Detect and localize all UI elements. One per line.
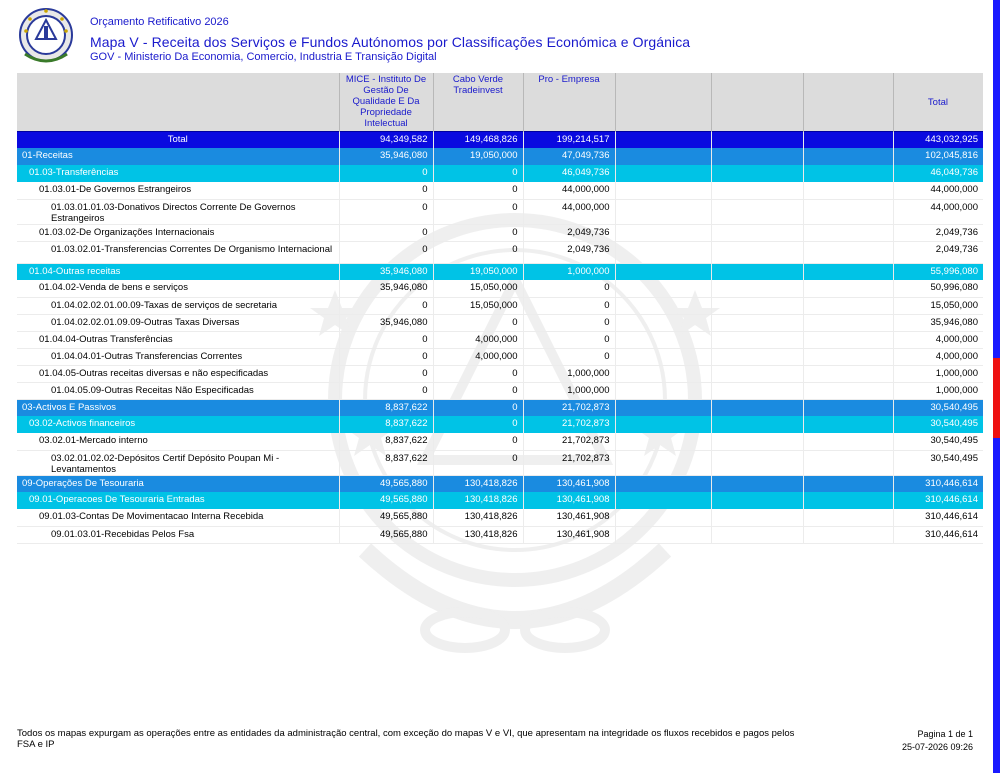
cell-total: 310,446,614 [893,492,983,509]
footer-meta [902,728,973,754]
cell-total: 50,996,080 [893,280,983,297]
cell-pro-empresa: 0 [523,297,615,314]
cell-total: 35,946,080 [893,314,983,331]
cell-tradeinvest: 15,050,000 [433,297,523,314]
cell-tradeinvest: 15,050,000 [433,280,523,297]
row-label: 01.03.02.01-Transferencias Correntes De Organismo Internacional [17,241,339,263]
cell-empty [711,241,803,263]
cell-empty [615,148,711,165]
cell-mice: 49,565,880 [339,509,433,526]
cell-empty [615,131,711,148]
row-label: 09.01.03.01-Recebidas Pelos Fsa [17,526,339,543]
row-label: 03.02.01.02.02-Depósitos Certif Depósito Poupan Mi - Levantamentos [17,450,339,475]
cell-mice: 0 [339,241,433,263]
cell-pro-empresa: 0 [523,331,615,348]
row-label: 01.03.02-De Organizações Internacionais [17,224,339,241]
cell-empty [711,314,803,331]
cell-pro-empresa: 1,000,000 [523,365,615,382]
table-row [17,297,983,314]
cell-total: 30,540,495 [893,450,983,475]
cell-pro-empresa: 21,702,873 [523,416,615,433]
cell-total: 30,540,495 [893,433,983,450]
cell-empty [803,280,893,297]
cell-tradeinvest: 0 [433,416,523,433]
cell-mice: 8,837,622 [339,399,433,416]
cell-pro-empresa: 1,000,000 [523,263,615,280]
cell-total: 44,000,000 [893,199,983,224]
row-label: 01.04.05.09-Outras Receitas Não Especificadas [17,382,339,399]
cell-tradeinvest: 0 [433,450,523,475]
cell-empty [803,382,893,399]
cell-pro-empresa: 130,461,908 [523,492,615,509]
table-row [17,331,983,348]
row-label: 01.03.01.01.03-Donativos Directos Corrente De Governos Estrangeiros [17,199,339,224]
cell-pro-empresa: 1,000,000 [523,382,615,399]
row-label: 09.01.03-Contas De Movimentacao Interna Recebida [17,509,339,526]
header-col-pro-empresa: Pro - Empresa [523,73,615,131]
cell-total: 1,000,000 [893,365,983,382]
row-label: 01-Receitas [17,148,339,165]
revenue-table [17,73,983,544]
row-label: 01.03.01-De Governos Estrangeiros [17,182,339,199]
cell-pro-empresa: 130,461,908 [523,509,615,526]
row-label: 01.04.05-Outras receitas diversas e não especificadas [17,365,339,382]
cell-total: 2,049,736 [893,241,983,263]
cell-mice: 49,565,880 [339,492,433,509]
table-row [17,450,983,475]
table-row [17,416,983,433]
cell-tradeinvest: 0 [433,365,523,382]
report-header [17,6,983,68]
cell-empty [711,475,803,492]
cell-pro-empresa: 47,049,736 [523,148,615,165]
cell-empty [711,348,803,365]
cell-empty [615,297,711,314]
table-row [17,224,983,241]
cell-total: 30,540,495 [893,399,983,416]
cell-empty [711,280,803,297]
cell-empty [615,399,711,416]
header-classification [17,73,339,131]
cell-empty [711,165,803,182]
cell-pro-empresa: 199,214,517 [523,131,615,148]
cell-empty [615,475,711,492]
cell-empty [711,509,803,526]
header-col-total: Total [893,73,983,131]
cell-total: 15,050,000 [893,297,983,314]
table-row [17,263,983,280]
row-label: 03-Activos E Passivos [17,399,339,416]
cell-empty [711,182,803,199]
cell-empty [803,331,893,348]
table-row [17,280,983,297]
cell-tradeinvest: 19,050,000 [433,148,523,165]
cell-tradeinvest: 130,418,826 [433,509,523,526]
cell-mice: 0 [339,224,433,241]
cell-empty [803,297,893,314]
cell-empty [803,131,893,148]
cell-empty [615,165,711,182]
cell-tradeinvest: 0 [433,382,523,399]
table-row [17,131,983,148]
cell-total: 1,000,000 [893,382,983,399]
cell-empty [615,348,711,365]
cell-mice: 8,837,622 [339,433,433,450]
cell-total: 310,446,614 [893,509,983,526]
table-row [17,182,983,199]
cell-total: 44,000,000 [893,182,983,199]
cell-total: 310,446,614 [893,475,983,492]
cell-mice: 0 [339,182,433,199]
cell-empty [711,148,803,165]
table-row [17,348,983,365]
row-label: 01.04.02.02.01.00.09-Taxas de serviços de secretaria [17,297,339,314]
header-col-empty-3 [803,73,893,131]
row-label: 03.02-Activos financeiros [17,416,339,433]
row-label: 09-Operações De Tesouraria [17,475,339,492]
cell-tradeinvest: 0 [433,224,523,241]
cell-pro-empresa: 2,049,736 [523,241,615,263]
cell-pro-empresa: 44,000,000 [523,199,615,224]
cell-empty [803,165,893,182]
cell-tradeinvest: 0 [433,314,523,331]
cell-tradeinvest: 0 [433,399,523,416]
cell-empty [803,416,893,433]
cell-empty [615,365,711,382]
cell-pro-empresa: 21,702,873 [523,433,615,450]
cell-empty [803,526,893,543]
cell-tradeinvest: 130,418,826 [433,492,523,509]
cell-tradeinvest: 19,050,000 [433,263,523,280]
cell-total: 55,996,080 [893,263,983,280]
cell-empty [803,399,893,416]
row-label: 01.04.02-Venda de bens e serviços [17,280,339,297]
cell-empty [803,148,893,165]
cell-total: 443,032,925 [893,131,983,148]
footer-note: Todos os mapas expurgam as operações entre as entidades da administração central, com exceção do mapas V e VI, que apresentam na integridade os fluxos recebidos e pagos pelos FSA e IP [17,728,795,750]
cell-tradeinvest: 130,418,826 [433,475,523,492]
cell-empty [803,224,893,241]
row-label: 01.04.04-Outras Transferências [17,331,339,348]
cell-pro-empresa: 0 [523,348,615,365]
row-label: 01.04.04.01-Outras Transferencias Correntes [17,348,339,365]
cell-empty [711,297,803,314]
cell-empty [711,416,803,433]
cell-empty [711,450,803,475]
table-row [17,199,983,224]
cell-empty [615,241,711,263]
republic-cabo-verde-emblem-icon [17,6,75,68]
cell-mice: 8,837,622 [339,450,433,475]
cell-empty [803,263,893,280]
cell-empty [803,509,893,526]
table-header-row [17,73,983,131]
cell-empty [711,331,803,348]
cell-tradeinvest: 0 [433,199,523,224]
table-row [17,433,983,450]
page-number: Pagina 1 de 1 [917,729,973,739]
cell-empty [803,199,893,224]
cell-mice: 49,565,880 [339,475,433,492]
cell-empty [615,509,711,526]
row-label: 03.02.01-Mercado interno [17,433,339,450]
row-label: 01.04-Outras receitas [17,263,339,280]
cell-empty [615,331,711,348]
table-row [17,314,983,331]
cell-pro-empresa: 44,000,000 [523,182,615,199]
side-accent-marker [993,358,1000,438]
cell-empty [615,280,711,297]
cell-empty [803,241,893,263]
row-label: 09.01-Operacoes De Tesouraria Entradas [17,492,339,509]
cell-empty [803,348,893,365]
cell-tradeinvest: 149,468,826 [433,131,523,148]
table-row [17,241,983,263]
report-title: Mapa V - Receita dos Serviços e Fundos Autónomos por Classificações Económica e Orgánica [90,34,691,50]
cell-mice: 0 [339,382,433,399]
cell-pro-empresa: 130,461,908 [523,475,615,492]
cell-total: 30,540,495 [893,416,983,433]
cell-total: 46,049,736 [893,165,983,182]
cell-empty [803,492,893,509]
cell-tradeinvest: 0 [433,433,523,450]
cell-empty [615,224,711,241]
cell-mice: 0 [339,331,433,348]
cell-tradeinvest: 0 [433,241,523,263]
cell-empty [711,433,803,450]
cell-mice: 94,349,582 [339,131,433,148]
cell-total: 102,045,816 [893,148,983,165]
cell-empty [711,365,803,382]
cell-empty [615,382,711,399]
table-row [17,165,983,182]
cell-mice: 35,946,080 [339,148,433,165]
cell-pro-empresa: 46,049,736 [523,165,615,182]
cell-empty [615,182,711,199]
cell-empty [711,131,803,148]
table-row [17,509,983,526]
row-label: Total [17,131,339,148]
cell-pro-empresa: 0 [523,314,615,331]
cell-total: 4,000,000 [893,331,983,348]
cell-total: 2,049,736 [893,224,983,241]
cell-empty [615,314,711,331]
cell-empty [803,475,893,492]
table-row [17,475,983,492]
cell-mice: 0 [339,348,433,365]
cell-empty [803,450,893,475]
cell-total: 4,000,000 [893,348,983,365]
cell-empty [803,365,893,382]
cell-tradeinvest: 0 [433,165,523,182]
cell-mice: 49,565,880 [339,526,433,543]
cell-empty [615,450,711,475]
table-row [17,526,983,543]
cell-pro-empresa: 21,702,873 [523,399,615,416]
header-col-empty-1 [615,73,711,131]
cell-tradeinvest: 0 [433,182,523,199]
header-col-tradeinvest: Cabo Verde Tradeinvest [433,73,523,131]
table-row [17,365,983,382]
cell-empty [711,199,803,224]
table-row [17,382,983,399]
row-label: 01.03-Transferências [17,165,339,182]
cell-empty [711,224,803,241]
cell-pro-empresa: 21,702,873 [523,450,615,475]
cell-empty [615,199,711,224]
cell-empty [615,263,711,280]
cell-mice: 0 [339,199,433,224]
table-row [17,492,983,509]
ministry-name: GOV - Ministerio Da Economia, Comercio, Industria E Transição Digital [90,51,437,63]
cell-mice: 0 [339,297,433,314]
cell-total: 310,446,614 [893,526,983,543]
cell-empty [711,526,803,543]
cell-mice: 35,946,080 [339,280,433,297]
cell-mice: 0 [339,165,433,182]
cell-empty [803,433,893,450]
cell-pro-empresa: 130,461,908 [523,526,615,543]
cell-mice: 35,946,080 [339,263,433,280]
cell-mice: 35,946,080 [339,314,433,331]
table-body [17,131,983,543]
header-col-empty-2 [711,73,803,131]
cell-empty [803,314,893,331]
cell-empty [711,399,803,416]
table-row [17,148,983,165]
cell-empty [615,416,711,433]
cell-pro-empresa: 2,049,736 [523,224,615,241]
print-datetime: 25-07-2026 09:26 [901,742,973,752]
table-row [17,399,983,416]
cell-empty [615,433,711,450]
cell-empty [711,492,803,509]
cell-mice: 8,837,622 [339,416,433,433]
cell-empty [711,263,803,280]
cell-tradeinvest: 4,000,000 [433,348,523,365]
cell-empty [615,526,711,543]
report-subtitle: Orçamento Retificativo 2026 [90,16,229,28]
cell-mice: 0 [339,365,433,382]
cell-pro-empresa: 0 [523,280,615,297]
cell-tradeinvest: 4,000,000 [433,331,523,348]
cell-empty [803,182,893,199]
header-col-mice: MICE - Instituto De Gestão De Qualidade E Da Propriedade Intelectual [339,73,433,131]
row-label: 01.04.02.02.01.09.09-Outras Taxas Diversas [17,314,339,331]
cell-tradeinvest: 130,418,826 [433,526,523,543]
cell-empty [711,382,803,399]
cell-empty [615,492,711,509]
